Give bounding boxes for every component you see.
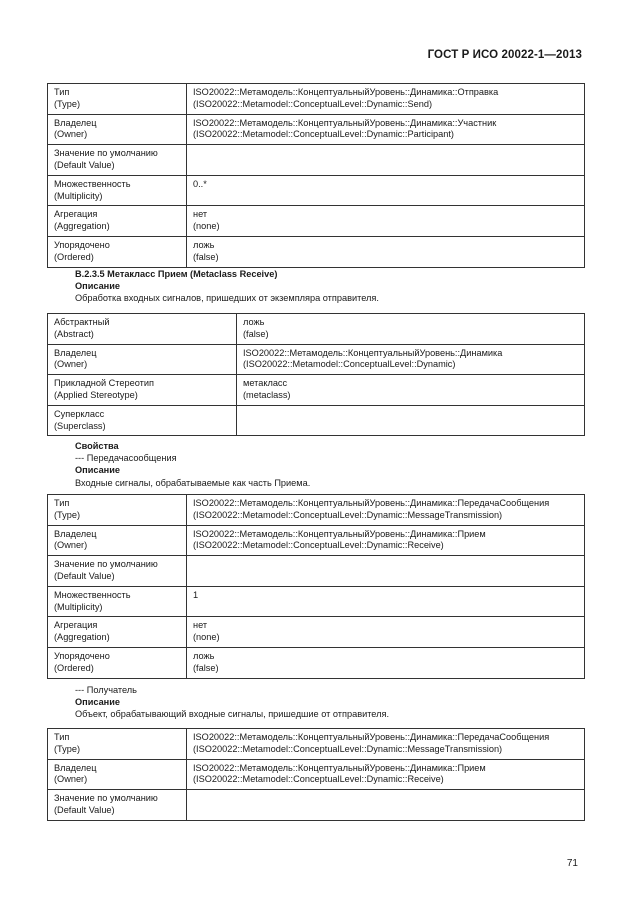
property-name: Множественность [54,178,131,189]
property-name-en: (Applied Stereotype) [54,389,138,400]
property-value-cell [187,175,585,206]
table-row [48,617,585,648]
property-name-cell [48,759,187,790]
property-name-cell [48,586,187,617]
property-value-en: (ISO20022::Metamodel::ConceptualLevel::Dynamic::MessageTransmission) [193,509,503,520]
property-value-cell [187,525,585,556]
receiver-section [75,684,389,721]
property-name: Упорядочено [54,239,110,250]
property-value-cell [187,647,585,678]
table-row [48,314,585,345]
property-name: Владелец [54,117,97,128]
property-value-cell [237,405,585,436]
property-name-en: (Superclass) [54,420,106,431]
property-value-cell [187,759,585,790]
property-name-cell [48,729,187,760]
property-value: ISO20022::Метамодель::КонцептуальныйУровень::Динамика [243,347,503,358]
property-name: Агрегация [54,209,98,220]
property-value-en: (ISO20022::Metamodel::ConceptualLevel::Dynamic::Send) [193,98,433,109]
description-text: Объект, обрабатывающий входные сигналы, пришедшие от отправителя. [75,709,390,720]
properties-table-receiver [47,728,585,821]
property-name-cell [48,206,187,237]
table-row [48,525,585,556]
table-row [48,405,585,436]
property-name-en: (Default Value) [54,804,115,815]
property-name-en: (Aggregation) [54,632,110,643]
property-value: ISO20022::Метамодель::КонцептуальныйУровень::Динамика::Участник [193,117,497,128]
property-name: Упорядочено [54,650,110,661]
property-name-cell [48,114,187,145]
property-value: ложь [193,650,215,661]
table-row [48,145,585,176]
property-value: ISO20022::Метамодель::КонцептуальныйУровень::Динамика::Прием [193,762,486,773]
property-value: ISO20022::Метамодель::КонцептуальныйУровень::Динамика::ПередачаСообщения [193,498,550,508]
property-name-cell [48,236,187,267]
property-value-en: (false) [193,251,219,262]
property-name-en: (Abstract) [54,328,94,339]
page-number: 71 [566,858,578,869]
table-row [48,759,585,790]
property-name-cell [48,495,187,526]
property-value-cell [187,729,585,760]
property-value-en: (ISO20022::Metamodel::ConceptualLevel::Dynamic::Receive) [193,540,444,551]
property-name-cell [48,175,187,206]
description-label: Описание [75,281,120,292]
property-name-en: (Owner) [54,359,88,370]
property-value-cell [187,556,585,587]
table-row [48,729,585,760]
property-value: ISO20022::Метамодель::КонцептуальныйУровень::Динамика::ПередачаСообщения [193,732,550,742]
property-name-cell [48,375,237,406]
property-value-cell [187,145,585,176]
properties-label: Свойства [75,441,119,451]
property-value: ISO20022::Метамодель::КонцептуальныйУровень::Динамика::Отправка [193,87,499,97]
property-value-en: (metaclass) [243,389,291,400]
property-value-cell [187,586,585,617]
table-row [48,556,585,587]
property-value: нет [193,209,208,220]
property-value-cell [187,114,585,145]
document-header: ГОСТ Р ИСО 20022-1—2013 [427,49,582,61]
property-value: 1 [193,589,199,600]
table-row [48,206,585,237]
property-name-en: (Aggregation) [54,221,110,232]
table-row [48,586,585,617]
property-value-en: (ISO20022::Metamodel::ConceptualLevel::Dynamic) [243,359,456,370]
property-name-en: (Ordered) [54,662,94,673]
property-value-cell [187,206,585,237]
table-row [48,790,585,821]
property-value-en: (ISO20022::Metamodel::ConceptualLevel::Dynamic::Participant) [193,129,454,140]
property-value: ложь [243,317,265,327]
table-row [48,375,585,406]
description-label: Описание [75,697,120,708]
metaclass-receive-table [47,313,585,436]
property-name-en: (Multiplicity) [54,190,103,201]
description-text: Входные сигналы, обрабатываемые как часть Приема. [75,477,311,488]
property-item: --- Передачасообщения [75,453,177,464]
table-row [48,236,585,267]
property-value-cell [237,375,585,406]
property-name: Суперкласс [54,408,105,419]
property-value-en: (ISO20022::Metamodel::ConceptualLevel::Dynamic::MessageTransmission) [193,743,503,754]
property-name: Тип [54,87,70,97]
table-row [48,175,585,206]
table-row [48,84,585,115]
property-value-cell [187,790,585,821]
property-name: Тип [54,498,70,508]
table-row [48,647,585,678]
properties-section [75,440,310,489]
property-name: Владелец [54,762,97,773]
property-value: нет [193,620,208,631]
property-name-cell [48,617,187,648]
property-value-cell [187,495,585,526]
property-name-en: (Owner) [54,540,88,551]
property-name: Значение по умолчанию [54,559,158,570]
property-name-en: (Ordered) [54,251,94,262]
property-name: Значение по умолчанию [54,793,158,804]
table-row [48,344,585,375]
property-value-cell [237,344,585,375]
description-label: Описание [75,465,120,476]
table-row [48,495,585,526]
property-value-cell [187,617,585,648]
property-name: Владелец [54,528,97,539]
property-name-cell [48,525,187,556]
section-receive [75,268,379,305]
property-name-en: (Type) [54,743,81,754]
property-name: Значение по умолчанию [54,148,158,159]
property-name-en: (Default Value) [54,159,115,170]
property-value-en: (none) [193,632,220,643]
property-name-en: (Type) [54,98,81,109]
property-value-en: (false) [193,662,219,673]
property-name: Агрегация [54,620,98,631]
property-name-cell [48,790,187,821]
property-name-cell [48,647,187,678]
property-value-en: (false) [243,328,269,339]
property-value: метакласс [243,378,288,389]
property-value: ISO20022::Метамодель::КонцептуальныйУровень::Динамика::Прием [193,528,486,539]
property-value: ложь [193,239,215,250]
property-name-cell [48,344,237,375]
property-name-en: (Owner) [54,129,88,140]
table-row [48,114,585,145]
property-value-en: (none) [193,221,220,232]
property-name-cell [48,84,187,115]
description-text: Обработка входных сигналов, пришедших от экземпляра отправителя. [75,293,379,304]
property-name-en: (Type) [54,509,81,520]
properties-table-send [47,83,585,268]
property-name-cell [48,556,187,587]
section-heading: B.2.3.5 Метакласс Прием (Metaclass Receive) [75,269,278,279]
property-name-cell [48,145,187,176]
property-name: Множественность [54,589,131,600]
property-name-en: (Owner) [54,774,88,785]
property-name-en: (Default Value) [54,570,115,581]
property-name: Тип [54,732,70,742]
property-item: --- Получатель [75,685,137,695]
property-name-en: (Multiplicity) [54,601,103,612]
property-name-cell [48,405,237,436]
property-name: Абстрактный [54,317,110,327]
property-value-cell [187,236,585,267]
property-name: Владелец [54,347,97,358]
property-name: Прикладной Стереотип [54,378,154,389]
property-value-cell [187,84,585,115]
property-value-en: (ISO20022::Metamodel::ConceptualLevel::Dynamic::Receive) [193,774,444,785]
property-name-cell [48,314,237,345]
properties-table-message-transmission [47,494,585,679]
property-value-cell [237,314,585,345]
property-value: 0..* [193,178,207,189]
